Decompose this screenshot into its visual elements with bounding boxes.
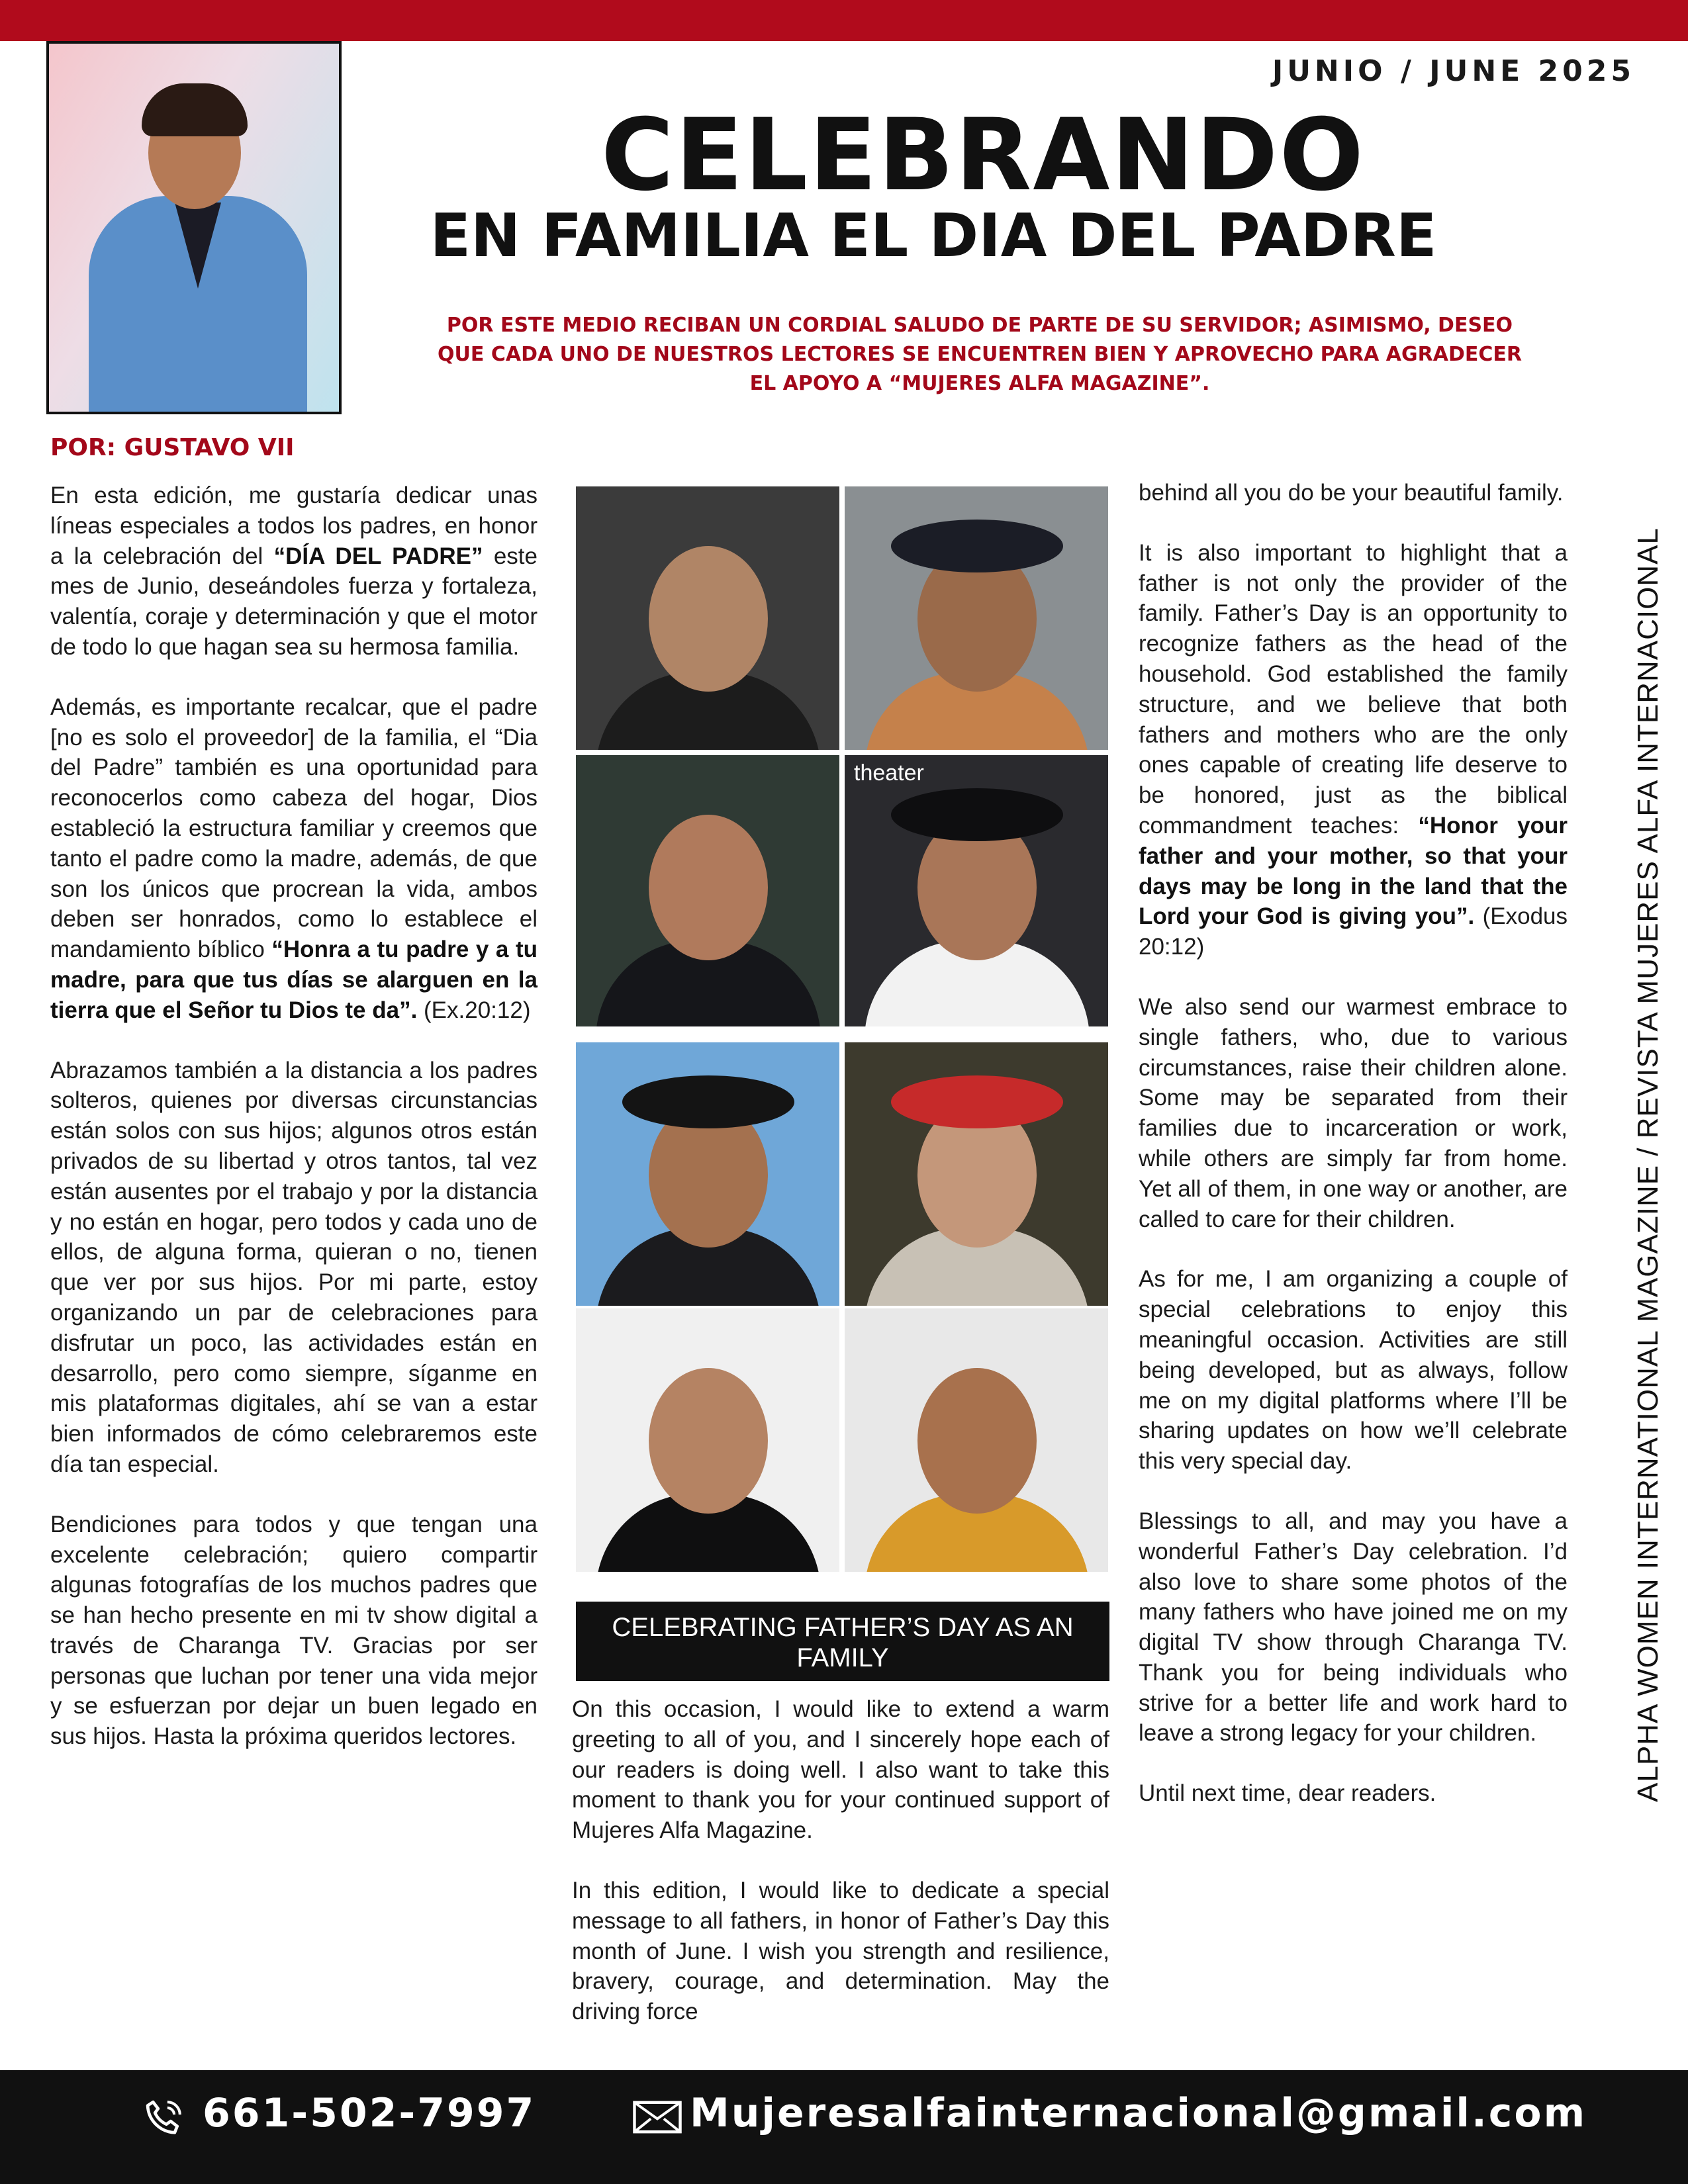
english-column-1	[572, 1694, 1109, 2057]
intro-text: POR ESTE MEDIO RECIBAN UN CORDIAL SALUDO DE PARTE DE SU SERVIDOR; ASIMISMO, DESEO QUE CADA UNO DE NUESTROS LECTORES SE ENCUENTREN BIEN Y APROVECHO PARA AGRADECER EL APOYO A “MUJERES ALFA MAGAZINE”.	[438, 314, 1522, 395]
father-photo-1	[576, 486, 839, 750]
father-photo-5	[576, 1042, 839, 1306]
mail-icon	[633, 2101, 682, 2134]
english-paragraph-3: It is also important to highlight that a father is not only the provider of the family. Father’s Day is an opportunity to recognize fathers as the head of the household. God established the family structure, and we believe that both fathers and mothers who are the only ones capable of creating life deserve to be honored, just as the biblical commandment teaches: “Honor your father and your mother, so that your days may be long in the land that the Lord your God is giving you”. (Exodus 20:12)	[1139, 539, 1568, 960]
headline-line2: EN FAMILIA EL DIA DEL PADRE	[430, 201, 1437, 271]
phone-number[interactable]: 661-502-7997	[203, 2090, 536, 2136]
byline: POR: GUSTAVO VII	[50, 434, 295, 461]
photo-grid	[576, 486, 1112, 1562]
spanish-paragraph-3: Abrazamos también a la distancia a los padres solteros, quienes por diversas circunstancias están solos con sus hijos; algunos otros están privados de su libertad y otros tantos, tal vez están ausentes por el trabajo y por la distancia y no están en hogar, pero todos y cada uno de ellos, de alguna forma, quieran o no, tienen que ver por sus hijos. Por mi parte, estoy organizando un par de celebraciones para disfrutar un poco, las actividades están en desarrollo, pero como siempre, síganme en mis plataformas digitales, ahí se van a estar bien informados de cómo celebraremos este día tan especial.	[50, 1057, 538, 1477]
spanish-paragraph-1: En esta edición, me gustaría dedicar unas líneas especiales a todos los padres, en honor a la celebración del “DÍA DEL PADRE” este mes de Junio, deseándoles fuerza y fortaleza, valentía, coraje y determinación y que el motor de todo lo que hagan sea su hermosa familia.	[50, 482, 538, 660]
father-photo-3	[576, 755, 839, 1026]
father-photo-8	[845, 1308, 1108, 1572]
english-paragraph-7: Until next time, dear readers.	[1139, 1780, 1436, 1807]
theater-caption: theater	[854, 760, 924, 786]
english-paragraph-1: On this occasion, I would like to extend a warm greeting to all of you, and I sincerely hope each of our readers is doing well. I also want to take this moment to thank you for your continued support of Mujeres Alfa Magazine.	[572, 1696, 1109, 1844]
issue-date: JUNIO / JUNE 2025	[1272, 54, 1635, 88]
father-photo-2	[845, 486, 1108, 750]
author-photo	[46, 41, 342, 414]
phone-icon	[140, 2095, 187, 2142]
english-paragraph-4: We also send our warmest embrace to single fathers, who, due to various circumstances, raise their children alone. Some may be separated from their families due to incarceration or work, while others are simply far from home. Yet all of them, in one way or another, are called to care for their children.	[1139, 993, 1568, 1232]
spanish-column	[50, 480, 538, 1782]
top-accent-bar	[0, 0, 1688, 41]
father-photo-4	[845, 755, 1108, 1026]
english-paragraph-6: Blessings to all, and may you have a wonderful Father’s Day celebration. I’d also love to share some photos of the many fathers who have joined me on my digital TV show through Charanga TV. Thank you for being individuals who strive for a better life and work hard to leave a strong legacy for your children.	[1139, 1508, 1568, 1747]
english-paragraph-2: In this edition, I would like to dedicate a special message to all fathers, in honor of Father’s Day this month of June. I wish you strength and resilience, bravery, courage, and determination. May the driving force	[572, 1877, 1109, 2025]
father-photo-7	[576, 1308, 839, 1572]
spanish-paragraph-2: Además, es importante recalcar, que el padre [no es solo el proveedor] de la familia, el “Dia del Padre” también es una oportunidad para reconocerlos como cabeza del hogar, Dios estableció la estructura familiar y creemos que tanto el padre como la madre, además, de que son los únicos que procrean la vida, ambos deben ser honrados, como lo establece el mandamiento bíblico “Honra a tu padre y a tu madre, para que tus días se alarguen en la tierra que el Señor tu Dios te da”. (Ex.20:12)	[50, 694, 538, 1023]
english-column-2	[1139, 478, 1568, 1839]
contact-footer	[0, 2070, 1688, 2184]
spanish-paragraph-4: Bendiciones para todos y que tengan una excelente celebración; quiero compartir algunas fotografías de los muchos padres que se han hecho presente en mi tv show digital a través de Charanga TV. Gracias por ser personas que luchan por tener una vida mejor y se esfuerzan por dejar un buen legado en sus hijos. Hasta la próxima queridos lectores.	[50, 1511, 538, 1750]
english-subheading: CELEBRATING FATHER’S DAY AS AN FAMILY	[576, 1602, 1109, 1681]
english-paragraph-2-continued: behind all you do be your beautiful family.	[1139, 480, 1564, 506]
sidebar-text: ALPHA WOMEN INTERNATIONAL MAGAZINE / REVISTA MUJERES ALFA INTERNACIONAL	[1632, 527, 1664, 1802]
father-photo-6	[845, 1042, 1108, 1306]
email-address[interactable]: Mujeresalfainternacional@gmail.com	[690, 2090, 1587, 2136]
english-paragraph-5: As for me, I am organizing a couple of special celebrations to enjoy this meaningful occasion. Activities are still being developed, but as always, follow me on my digital platforms where I’ll be sharing updates on how we’ll celebrate this very special day.	[1139, 1266, 1568, 1475]
headline-line1: CELEBRANDO	[600, 98, 1366, 213]
